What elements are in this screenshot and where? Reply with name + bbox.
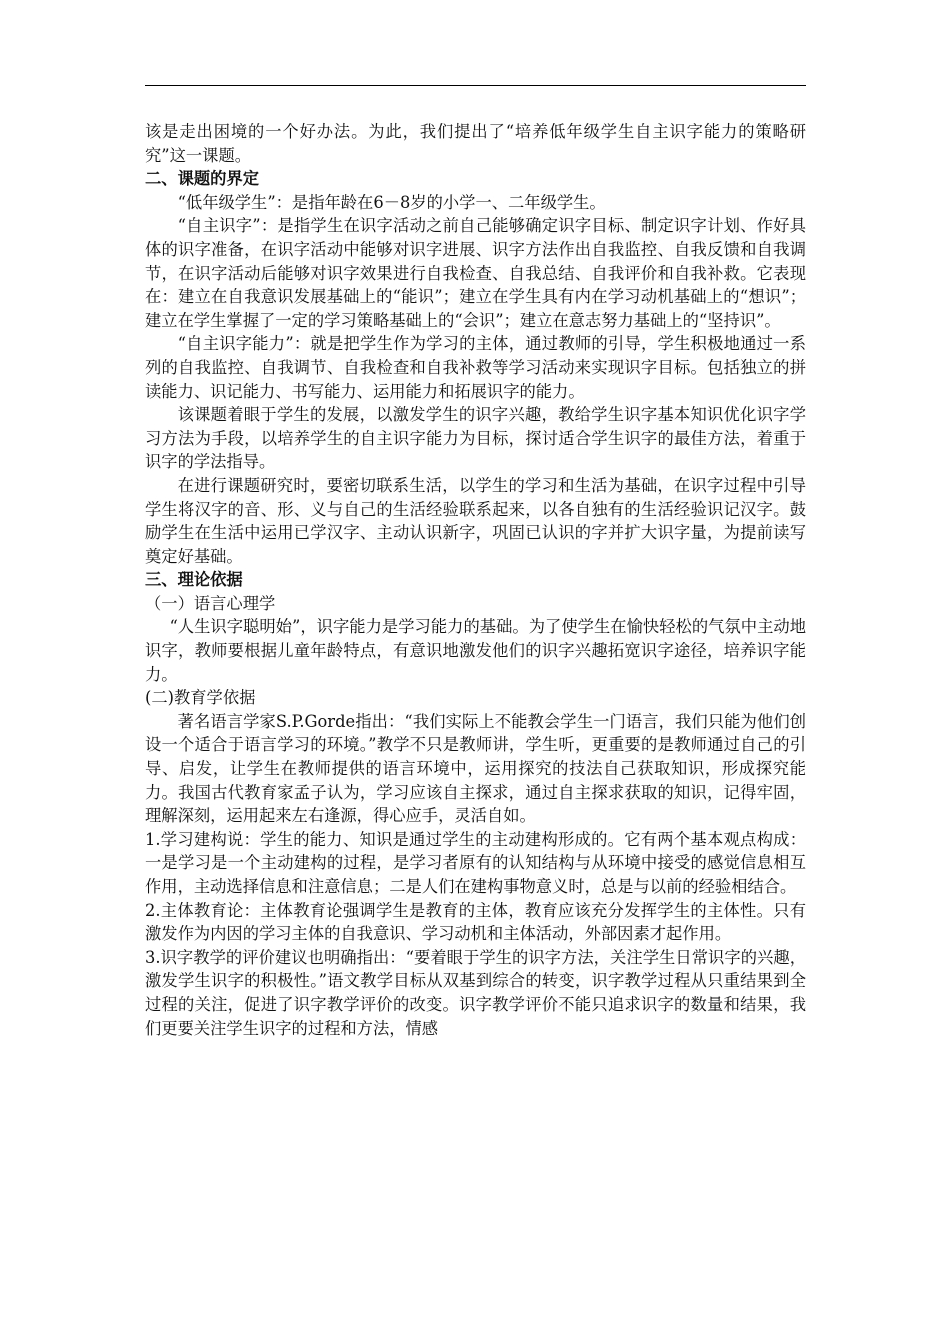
body-paragraph: 该课题着眼于学生的发展，以激发学生的识字兴趣，教给学生识字基本知识优化识字学习方法为手段，以培养学生的自主识字能力为目标，探讨适合学生识字的最佳方法，着重于识字的学法指导。 [145,405,806,472]
document-body [145,120,806,1040]
body-paragraph: 该是走出困境的一个好办法。为此，我们提出了“培养低年级学生自主识字能力的策略研究”这一课题。 [145,122,806,165]
section-heading: 二、课题的界定 [145,169,259,189]
body-paragraph: 2.主体教育论：主体教育论强调学生是教育的主体，教育应该充分发挥学生的主体性。只有激发作为内因的学习主体的自我意识、学习动机和主体活动，外部因素才起作用。 [145,900,806,944]
subsection-heading: （一）语言心理学 [145,593,276,613]
header-rule [145,85,806,86]
body-paragraph: 在进行课题研究时，要密切联系生活，以学生的学习和生活为基础，在识字过程中引导学生将汉字的音、形、义与自己的生活经验联系起来，以各自独有的生活经验识记汉字。鼓励学生在生活中运用已学汉字、主动认识新字，巩固已认识的字并扩大识字量，为提前读写奠定好基础。 [145,475,806,566]
body-paragraph: “低年级学生”：是指年龄在6－8岁的小学一、二年级学生。 [177,192,606,212]
section-heading: 三、理论依据 [145,570,243,590]
subsection-heading: (二)教育学依据 [145,688,256,708]
body-paragraph: “自主识字”：是指学生在识字活动之前自己能够确定识字目标、制定识字计划、作好具体的识字准备，在识字活动中能够对识字进展、识字方法作出自我监控、自我反馈和自我调节，在识字活动后能够对识字效果进行自我检查、自我总结、自我评价和自我补救。它表现在：建立在自我意识发展基础上的“能识”；建立在学生具有内在学习动机基础上的“想识”；建立在学生掌握了一定的学习策略基础上的“会识”；建立在意志努力基础上的“坚持识”。 [145,216,806,330]
body-paragraph: 3.识字教学的评价建议也明确指出：“要着眼于学生的识字方法，关注学生日常识字的兴趣，激发学生识字的积极性。”语文教学目标从双基到综合的转变，识字教学过程从只重结果到全过程的关注，促进了识字教学评价的改变。识字教学评价不能只追求识字的数量和结果，我们更要关注学生识字的过程和方法，情感 [145,947,806,1038]
body-paragraph: 著名语言学家S.P.Gorde指出：“我们实际上不能教会学生一门语言，我们只能为他们创设一个适合于语言学习的环境。”教学不只是教师讲，学生听，更重要的是教师通过自己的引导、启发，让学生在教师提供的语言环境中，运用探究的技法自己获取知识，形成探究能力。我国古代教育家孟子认为，学习应该自主探求，通过自主探求获取的知识，记得牢固，理解深刻，运用起来左右逢源，得心应手，灵活自如。 [145,711,806,826]
body-paragraph: 1.学习建构说：学生的能力、知识是通过学生的主动建构形成的。它有两个基本观点构成：一是学习是一个主动建构的过程，是学习者原有的认知结构与从环境中接受的感觉信息相互作用，主动选择信息和注意信息；二是人们在建构事物意义时，总是与以前的经验相结合。 [145,829,806,896]
body-paragraph: “自主识字能力”：就是把学生作为学习的主体，通过教师的引导，学生积极地通过一系列的自我监控、自我调节、自我检查和自我补救等学习活动来实现识字目标。包括独立的拼读能力、识记能力、书写能力、运用能力和拓展识字的能力。 [145,334,806,401]
body-paragraph: “人生识字聪明始”，识字能力是学习能力的基础。为了使学生在愉快轻松的气氛中主动地识字，教师要根据儿童年龄特点，有意识地激发他们的识字兴趣拓宽识字途径，培养识字能力。 [145,617,806,684]
